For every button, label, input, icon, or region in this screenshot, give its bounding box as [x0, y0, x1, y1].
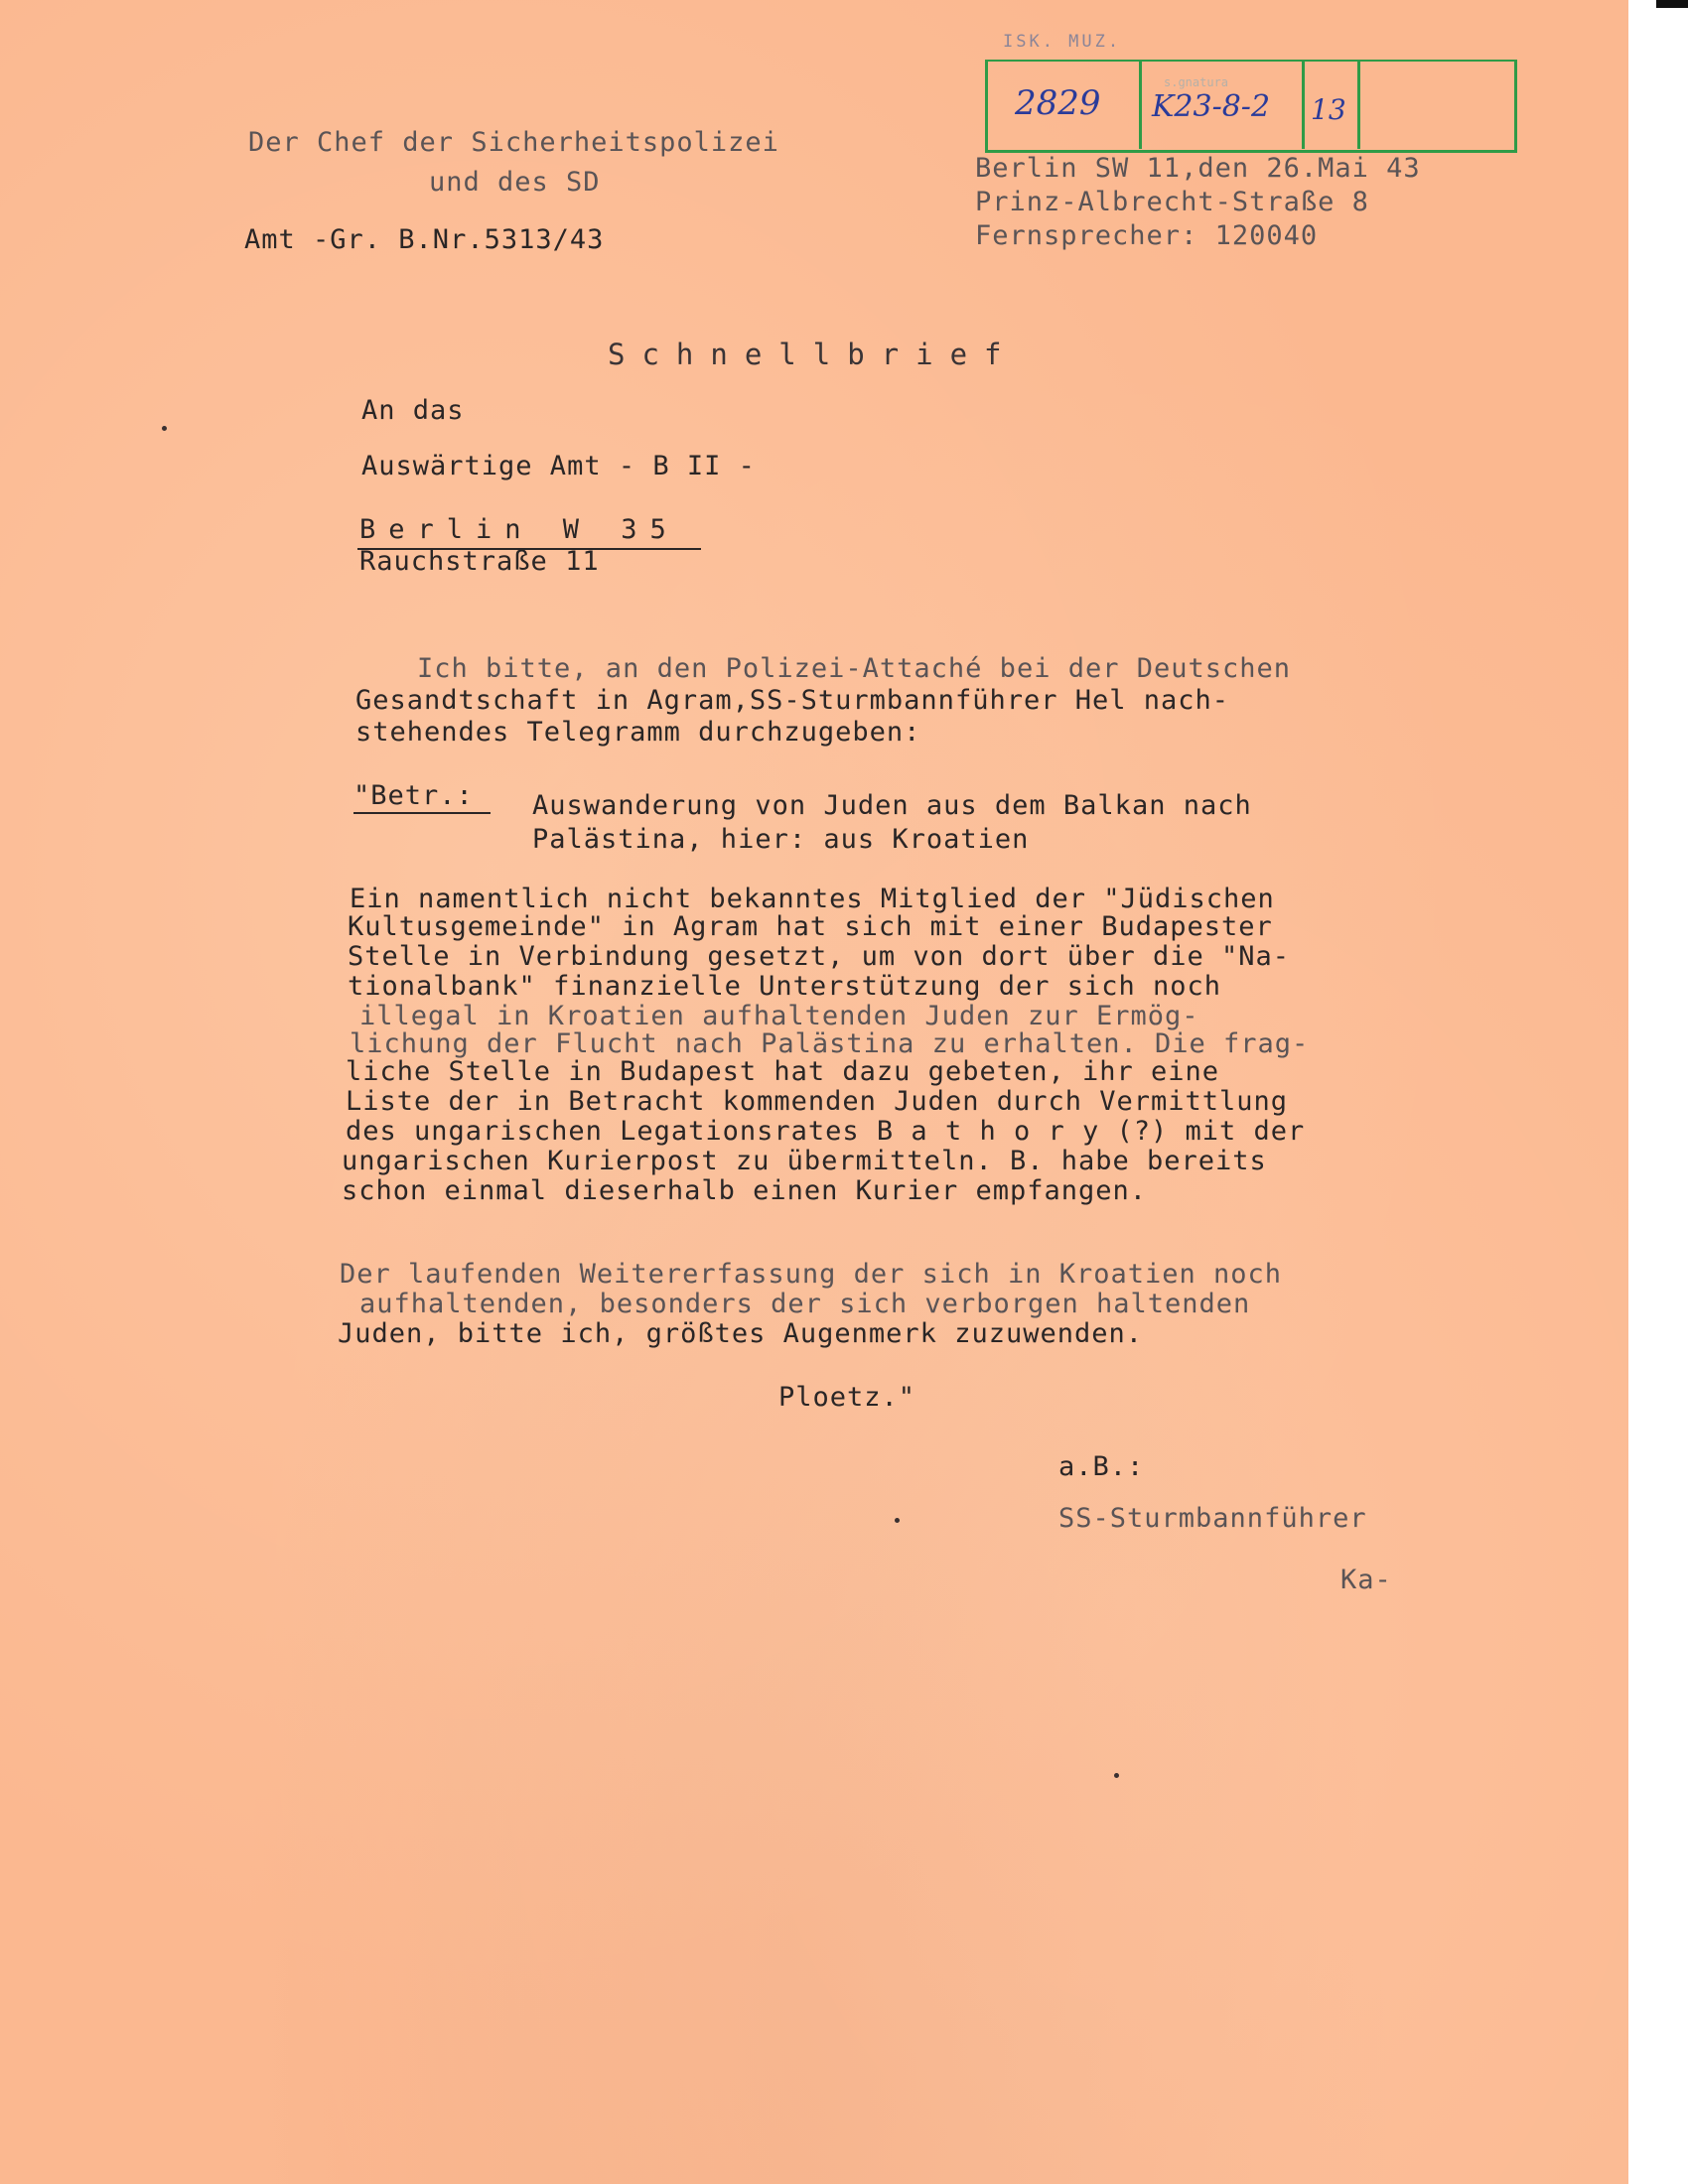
address-line3: Fernsprecher: 120040 [975, 220, 1319, 251]
paper-speck [895, 1518, 900, 1523]
body1-line3: Stelle in Verbindung gesetzt, um von dort über die "Na- [348, 941, 1291, 972]
subject-underline [353, 812, 491, 814]
closing-rank: SS-Sturmbannführer [1058, 1503, 1367, 1534]
body1-line6: lichung der Flucht nach Palästina zu erhalten. Die frag- [350, 1028, 1310, 1059]
body1-line1: Ein namentlich nicht bekanntes Mitglied der "Jüdischen [350, 884, 1275, 914]
stamp-signature: K23-8-2 [1152, 89, 1271, 124]
body1-line4: tionalbank" finanzielle Unterstützung der sich noch [348, 971, 1222, 1002]
recipient-line1: An das [361, 395, 465, 426]
stamp-number: 2829 [1015, 83, 1101, 123]
closing-ab: a.B.: [1058, 1451, 1145, 1482]
body2-line2: aufhaltenden, besonders der sich verborgen haltenden [359, 1289, 1251, 1319]
scan-edge [1656, 0, 1688, 8]
intro-line1: Ich bitte, an den Polizei-Attaché bei der Deutschen [417, 653, 1292, 684]
body1-line2: Kultusgemeinde" in Agram hat sich mit einer Budapester [348, 911, 1273, 942]
address-line1: Berlin SW 11,den 26.Mai 43 [975, 153, 1421, 184]
subject-line1: Auswanderung von Juden aus dem Balkan nach [532, 790, 1252, 821]
recipient-line2: Auswärtige Amt - B II - [361, 451, 756, 481]
intro-line2: Gesandtschaft in Agram,SS-Sturmbannführer Hel nach- [355, 685, 1230, 716]
stamp-label: s.gnatura [1164, 75, 1229, 89]
subject-line2: Palästina, hier: aus Kroatien [532, 824, 1030, 855]
body1-line7: liche Stelle in Budapest hat dazu gebeten, ihr eine [346, 1056, 1220, 1087]
letterhead-line2: und des SD [429, 167, 601, 198]
reference-number: Amt -Gr. B.Nr.5313/43 [244, 224, 605, 255]
letterhead-line1: Der Chef der Sicherheitspolizei [248, 127, 779, 158]
recipient-line4: Rauchstraße 11 [359, 546, 600, 577]
body2-line1: Der laufenden Weitererfassung der sich in Kroatien noch [340, 1259, 1283, 1290]
body1-line10: ungarischen Kurierpost zu übermitteln. B. habe bereits [342, 1146, 1267, 1176]
document-title: Schnellbrief [608, 338, 1019, 371]
intro-line3: stehendes Telegramm durchzugeben: [355, 717, 921, 748]
recipient-line3: Berlin W 35 [359, 514, 679, 545]
address-line2: Prinz-Albrecht-Straße 8 [975, 187, 1369, 217]
body1-line11: schon einmal dieserhalb einen Kurier empfangen. [342, 1175, 1148, 1206]
closing-signoff: Ka- [1340, 1565, 1392, 1595]
paper-speck [1114, 1773, 1119, 1778]
subject-label: "Betr.: [353, 780, 474, 811]
stamp-header: ISK. MUZ. [1003, 32, 1122, 52]
body1-line9: des ungarischen Legationsrates B a t h o r y (?) mit der [346, 1116, 1306, 1147]
stamp-folio: 13 [1311, 93, 1346, 126]
body2-line3: Juden, bitte ich, größtes Augenmerk zuzuwenden. [338, 1318, 1144, 1349]
closing-sender: Ploetz." [778, 1382, 916, 1413]
body1-line5: illegal in Kroatien aufhaltenden Juden zur Ermög- [359, 1001, 1199, 1031]
paper-speck [162, 426, 167, 431]
body1-line8: Liste der in Betracht kommenden Juden durch Vermittlung [346, 1086, 1289, 1117]
